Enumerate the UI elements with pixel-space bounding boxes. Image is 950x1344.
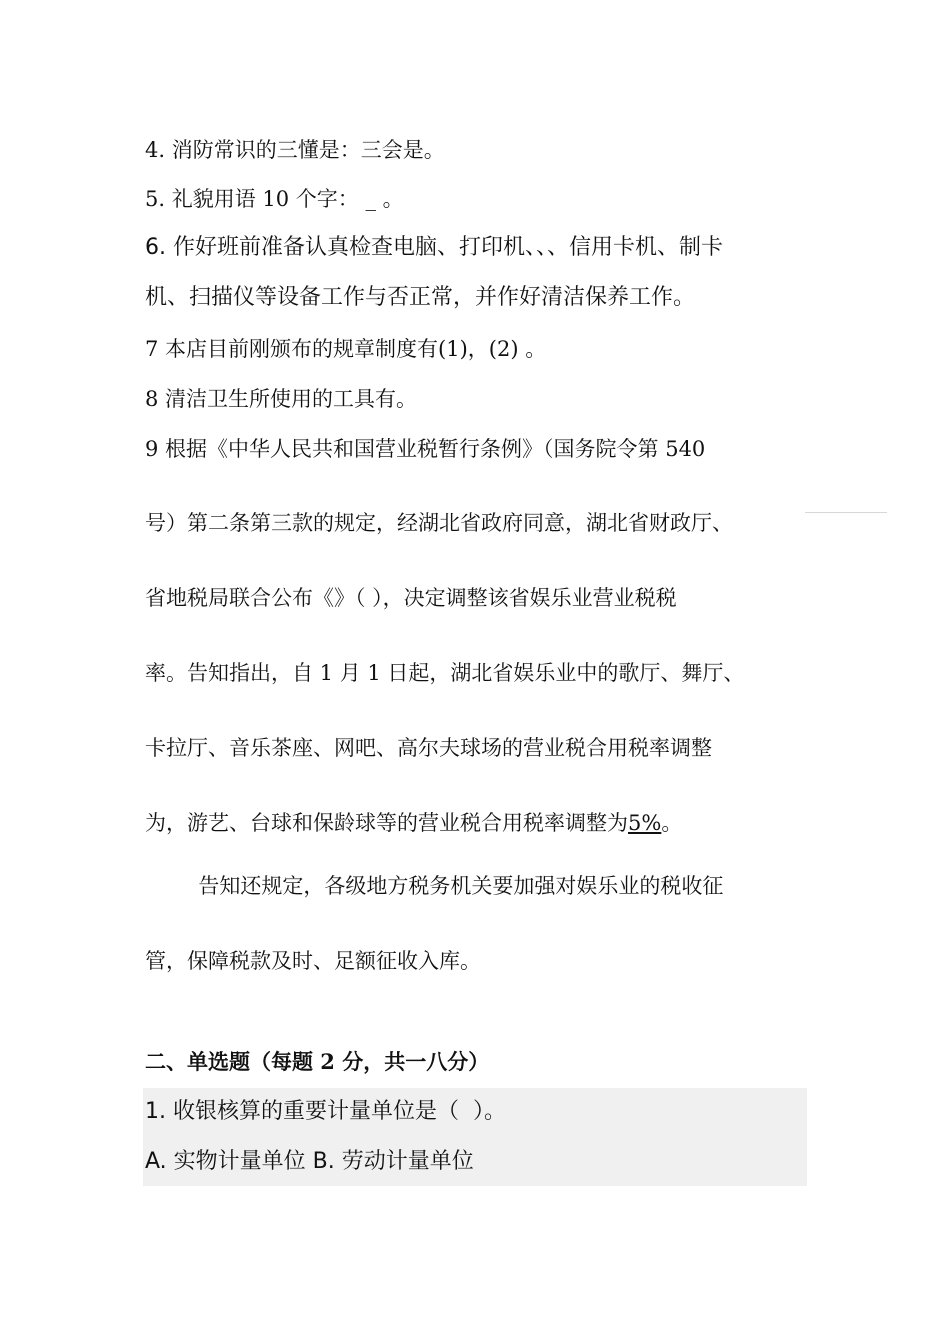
question-9-line-6 — [145, 813, 682, 834]
divider-line — [805, 512, 887, 513]
section-2-heading: 二、单选题（每题 2 分，共一八分） — [145, 1049, 490, 1074]
question-6-line-2: 机、扫描仪等设备工作与否正常，并作好清洁保养工作。 — [145, 285, 696, 310]
paragraph-2-line-2: 管，保障税款及时、足额征收入库。 — [145, 949, 481, 973]
question-9-line-6-text: 为，游艺、台球和保龄球等的营业税合用税率调整为 — [145, 811, 628, 835]
section-2-question-1-options: A. 实物计量单位 B. 劳动计量单位 — [145, 1149, 474, 1174]
question-5: 5. 礼貌用语 10 个字： _ 。 — [145, 187, 404, 211]
tax-rate-value: 5% — [628, 811, 662, 835]
question-9-line-3: 省地税局联合公布《》（ ），决定调整该省娱乐业营业税税 — [145, 586, 677, 610]
question-8: 8 清洁卫生所使用的工具有。 — [145, 387, 418, 411]
question-9-line-1: 9 根据《中华人民共和国营业税暂行条例》（国务院令第 540 — [145, 437, 706, 461]
question-4: 4. 消防常识的三懂是：三会是。 — [145, 138, 445, 162]
question-6-line-1: 6. 作好班前准备认真检查电脑、打印机、、、信用卡机、制卡 — [145, 235, 723, 260]
section-2-question-1: 1. 收银核算的重要计量单位是（ ）。 — [145, 1099, 506, 1124]
question-7: 7 本店目前刚颁布的规章制度有(1)，(2) 。 — [145, 337, 547, 361]
question-9-line-4: 率。告知指出，自 1 月 1 日起，湖北省娱乐业中的歌厅、舞厅、 — [145, 661, 745, 685]
paragraph-2-line-1: 告知还规定，各级地方税务机关要加强对娱乐业的税收征 — [145, 874, 724, 898]
question-9-line-2: 号）第二条第三款的规定，经湖北省政府同意，湖北省财政厅、 — [145, 511, 733, 535]
question-9-line-6-end: 。 — [661, 811, 683, 835]
question-9-line-5: 卡拉厅、音乐茶座、网吧、高尔夫球场的营业税合用税率调整 — [145, 736, 712, 760]
